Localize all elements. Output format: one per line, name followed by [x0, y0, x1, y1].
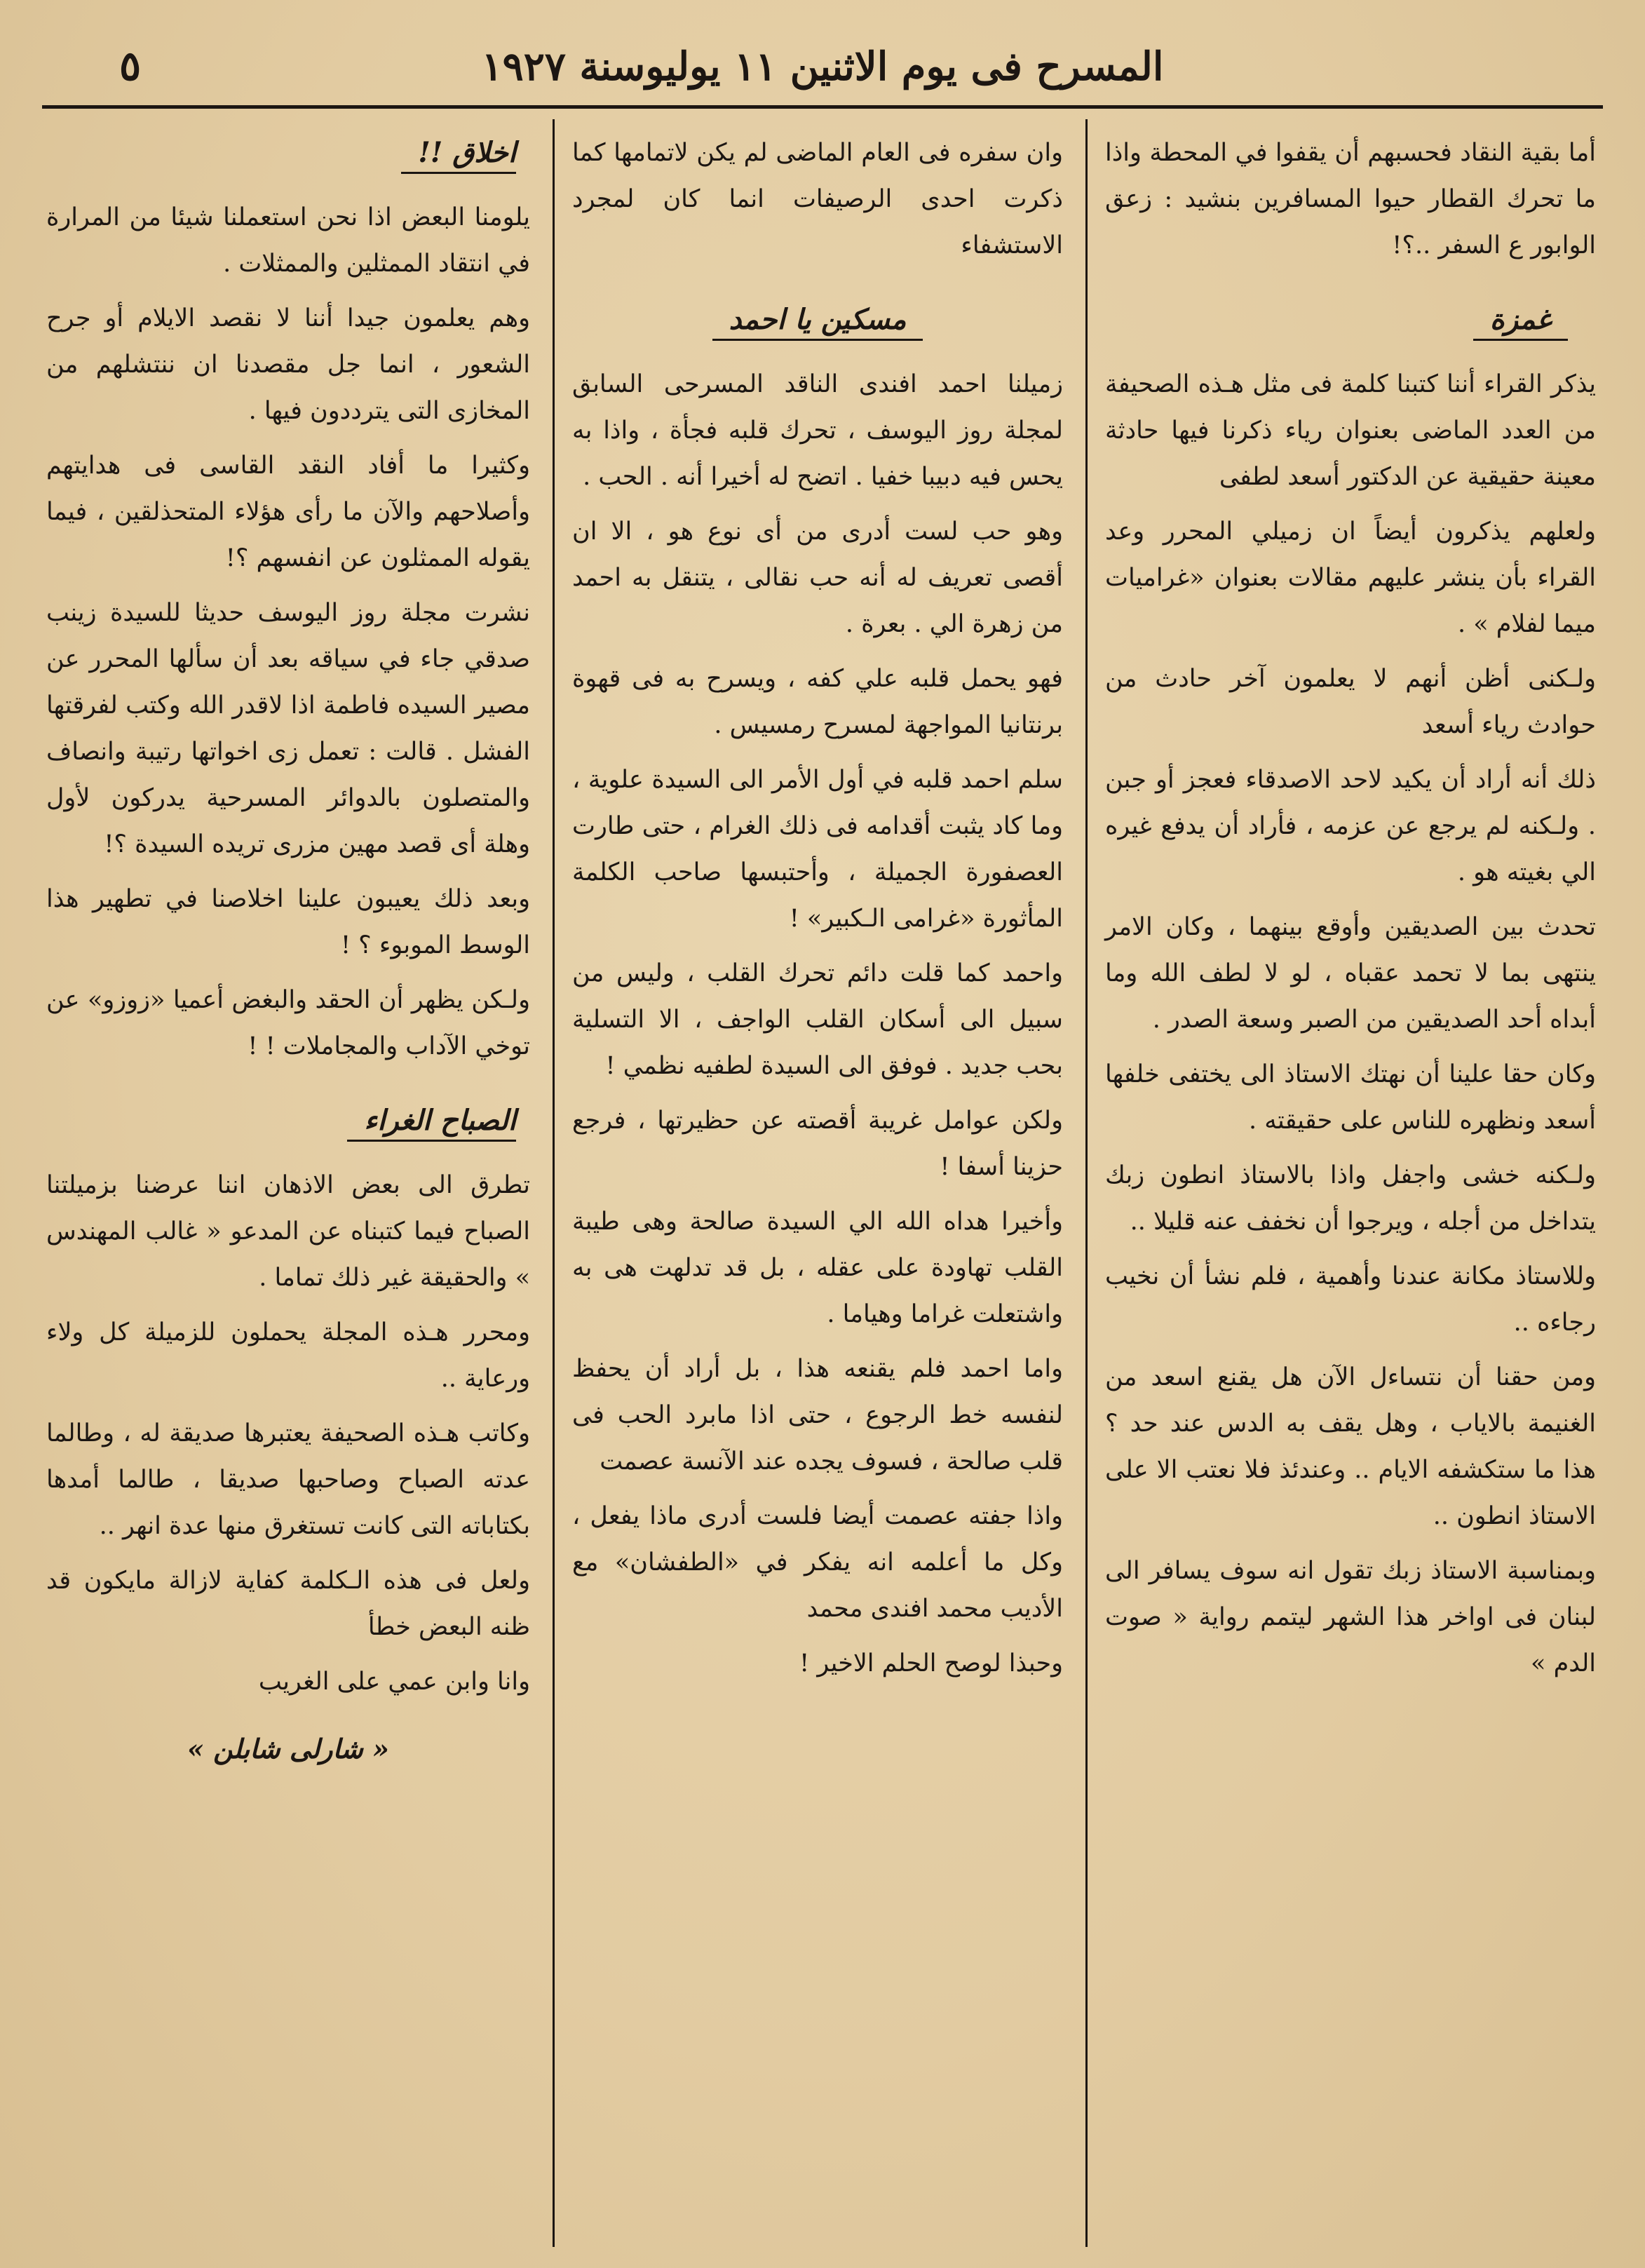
paragraph: زميلنا احمد افندى الناقد المسرحى السابق لمجلة روز اليوسف ، تحرك قلبه فجأة ، واذا به يحس فيه دبيبا خفيا . اتضح له أخيرا أنه . الحب .	[572, 370, 1063, 491]
section-title-ghamza	[1105, 297, 1568, 343]
column-right	[1105, 130, 1596, 2240]
paragraph: وكثيرا ما أفاد النقد القاسى فى هدايتهم وأصلاحهم والآن ما رأى هؤلاء المتحذلقين ، فيما يقوله الممثلون عن انفسهم ؟!	[46, 452, 530, 572]
paragraph: تحدث بين الصديقين وأوقع بينهما ، وكان الامر ينتهى بما لا تحمد عقباه ، لو لا لطف الله وما أبداه أحد الصديقين من الصبر وسعة الصدر .	[1105, 913, 1596, 1034]
paragraph: وبعد ذلك يعيبون علينا اخلاصنا في تطهير هذا الوسط الموبوء ؟ !	[46, 885, 530, 959]
column-middle	[572, 130, 1063, 2240]
paragraph: وكاتب هـذه الصحيفة يعتبرها صديقة له ، وطالما عدته الصباح وصاحبها صديقا ، طالما أمدها بكتاباته التى كانت تستغرق منها عدة انهر ..	[46, 1419, 530, 1540]
section-title-text: اخلاق !!	[401, 136, 516, 174]
paragraph: واما احمد فلم يقنعه هذا ، بل أراد أن يحفظ لنفسه خط الرجوع ، حتى اذا مابرد الحب فى قلب صالحة ، فسوف يجده عند الآنسة عصمت	[572, 1355, 1063, 1476]
paragraph: وهم يعلمون جيدا أننا لا نقصد الايلام أو جرح الشعور ، انما جل مقصدنا ان ننتشلهم من المخازى التى يترددون فيها .	[46, 304, 530, 425]
paragraph: ولـكن يظهر أن الحقد والبغض أعميا «زوزو» عن توخي الآداب والمجاملات ! !	[46, 986, 530, 1060]
paragraph: يذكر القراء أننا كتبنا كلمة فى مثل هـذه الصحيفة من العدد الماضى بعنوان رياء ذكرنا فيها حادثة معينة حقيقية عن الدكتور أسعد لطفى	[1105, 370, 1596, 491]
header-title: المسرح فى يوم الاثنين ١١ يوليوسنة ١٩٢٧	[481, 43, 1164, 90]
paragraph: أما بقية النقاد فحسبهم أن يقفوا في المحطة واذا ما تحرك القطار حيوا المسافرين بنشيد : زعق الوابور ع السفر ..؟!	[1105, 139, 1596, 259]
paragraph: وكان حقا علينا أن نهتك الاستاذ الى يختفى خلفها أسعد ونظهره للناس على حقيقته .	[1105, 1060, 1596, 1135]
section-title-text: مسكين يا احمد	[712, 303, 923, 341]
paragraph: ولكن عوامل غريبة أقصته عن حظيرتها ، فرجع حزينا أسفا !	[572, 1107, 1063, 1181]
paragraph: وأخيرا هداه الله الي السيدة صالحة وهى طيبة القلب تهاودة على عقله ، بل قد تدلهت هى به واشتعلت غراما وهياما .	[572, 1208, 1063, 1328]
paragraph: واحمد كما قلت دائم تحرك القلب ، وليس من سبيل الى أسكان القلب الواجف ، الا التسلية بحب جديد . فوفق الى السيدة لطفيه نظمي !	[572, 959, 1063, 1080]
paragraph: يلومنا البعض اذا نحن استعملنا شيئا من المرارة في انتقاد الممثلين والممثلات .	[46, 203, 530, 278]
paragraph: سلم احمد قلبه في أول الأمر الى السيدة علوية ، وما كاد يثبت أقدامه فى ذلك الغرام ، حتى طارت العصفورة الجميلة ، وأحتبسها صاحب الكلمة المأثورة «غرامى الـكبير» !	[572, 766, 1063, 933]
paragraph: فهو يحمل قلبه علي كفه ، ويسرح به فى قهوة برنتانيا المواجهة لمسرح رمسيس .	[572, 665, 1063, 739]
section-title-miskeen	[572, 297, 1063, 343]
section-title-text: غمزة	[1473, 303, 1568, 341]
paragraph: تطرق الى بعض الاذهان اننا عرضنا بزميلتنا الصباح فيما كتبناه عن المدعو « غالب المهندس » والحقيقة غير ذلك تماما .	[46, 1171, 530, 1292]
column-divider	[1085, 119, 1088, 2247]
page-header	[42, 28, 1603, 109]
paragraph: وان سفره فى العام الماضى لم يكن لاتمامها كما ذكرت احدى الرصيفات انما كان لمجرد الاستشفاء	[572, 139, 1063, 259]
paragraph: وهو حب لست أدرى من أى نوع هو ، الا ان أقصى تعريف له أنه حب نقالى ، يتنقل به احمد من زهرة الي . بعرة .	[572, 518, 1063, 638]
section-title-sabah	[46, 1098, 516, 1144]
paragraph: ومن حقنا أن نتساءل الآن هل يقنع اسعد من الغنيمة بالاياب ، وهل يقف به الدس عند حد ؟ هذا ما ستكشفه الايام .. وعندئذ فلا نعتب الا على الاستاذ انطون ..	[1105, 1363, 1596, 1530]
paragraph: ذلك أنه أراد أن يكيد لاحد الاصدقاء فعجز أو جبن . ولـكنه لم يرجع عن عزمه ، فأراد أن يدفع غيره الي بغيته هو .	[1105, 766, 1596, 886]
paragraph: ومحرر هـذه المجلة يحملون للزميلة كل ولاء ورعاية ..	[46, 1318, 530, 1393]
section-title-akhlaq	[46, 130, 516, 176]
paragraph: ولعلهم يذكرون أيضاً ان زميلي المحرر وعد القراء بأن ينشر عليهم مقالات بعنوان «غراميات ميما لفلام » .	[1105, 518, 1596, 638]
page-number: ٥	[119, 42, 142, 90]
paragraph: ولعل فى هذه الـكلمة كفاية لازالة مايكون قد ظنه البعض خطأ	[46, 1567, 530, 1641]
paragraph: ولـكنى أظن أنهم لا يعلمون آخر حادث من حوادث رياء أسعد	[1105, 665, 1596, 739]
paragraph: واذا جفته عصمت أيضا فلست أدرى ماذا يفعل ، وكل ما أعلمه انه يفكر في «الطفشان» مع الأديب محمد افندى محمد	[572, 1502, 1063, 1623]
author-signature: « شارلى شابلن »	[187, 1733, 389, 1764]
paragraph: وبمناسبة الاستاذ زبك تقول انه سوف يسافر الى لبنان فى اواخر هذا الشهر ليتمم رواية « صوت الدم »	[1105, 1557, 1596, 1678]
column-left	[46, 130, 530, 2240]
section-title-text: الصباح الغراء	[347, 1104, 516, 1142]
paragraph: وانا وابن عمي على الغريب	[258, 1668, 530, 1696]
paragraph: نشرت مجلة روز اليوسف حديثا للسيدة زينب صدقي جاء في سياقه بعد أن سألها المحرر عن مصير السيده فاطمة اذا لاقدر الله وكتب لفرقتها الفشل . قالت : تعمل زى اخواتها رتيبة وانصاف والمتصلون بالدوائر المسرحية يدركون لأول وهلة أى قصد مهين مزرى تريده السيدة ؟!	[46, 599, 530, 858]
paragraph: ولـكنه خشى واجفل واذا بالاستاذ انطون زبك يتداخل من أجله ، ويرجوا أن نخفف عنه قليلا ..	[1105, 1161, 1596, 1236]
paragraph: وللاستاذ مكانة عندنا وأهمية ، فلم نشأ أن نخيب رجاءه ..	[1105, 1262, 1596, 1337]
column-divider	[553, 119, 555, 2247]
paragraph: وحبذا لوصح الحلم الاخير !	[799, 1649, 1063, 1678]
